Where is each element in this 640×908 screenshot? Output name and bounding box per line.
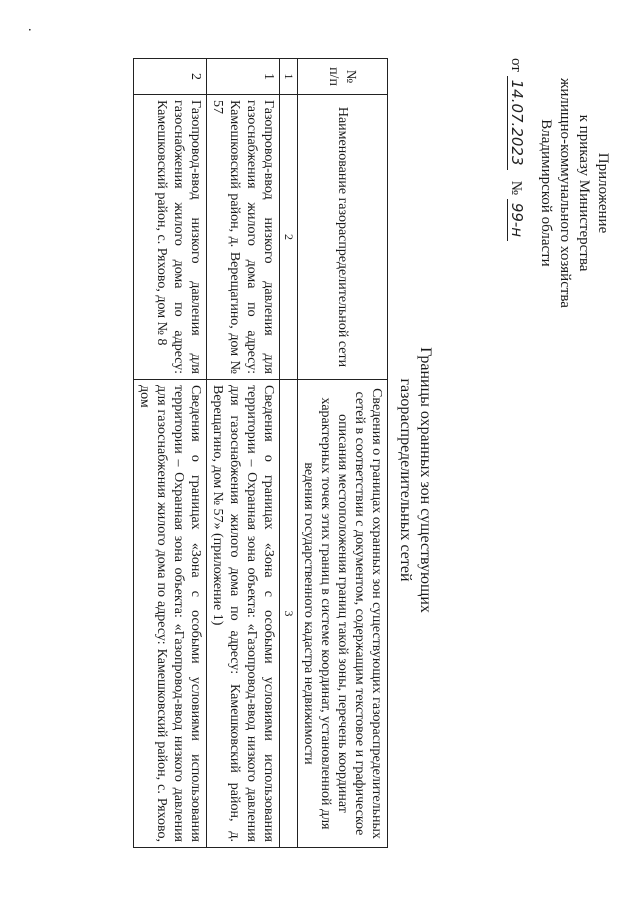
row-network-name: Газопровод-ввод низкого давления для газоснабжения жилого дома по адресу: Камешковский район, д. Верещагино, дом № 57 [207,95,280,380]
approval-block [506,38,612,348]
row-number: 1 [207,59,280,95]
date-prefix: от [508,58,524,72]
table-row [134,59,207,848]
header-network-name: Наименование газораспределительной сети [298,95,388,380]
title-line-2: газораспределительных сетей [397,378,414,582]
zones-table [133,58,388,848]
table-row [207,59,280,848]
title-line-1: Границы охранных зон существующих [417,347,434,613]
header-number: № п/п [298,59,388,95]
approval-line-3: жилищно-коммунального хозяйства [557,78,573,308]
row-zone-info: Сведения о границах «Зона с особыми условиями использования территории – Охранная зона объекта: «Газопровод-ввод низкого давления для газоснабжения жилого дома по адресу: Камешковский район, д. Верещагино, дом № 57» (приложение 1) [207,380,280,848]
document-title [395,300,435,660]
approval-date-line [506,38,526,348]
handwritten-number: 99-н [507,199,526,241]
approval-line-2: к приказу Министерства [576,114,592,272]
row-zone-info: Сведения о границах «Зона с особыми условиями использования территории – Охранная зона объекта: «Газопровод-ввод низкого давления для газоснабжения жилого дома по адресу: Камешковский район, с. Ряхово, дом [134,380,207,848]
corner-mark: . [25,28,40,32]
numbering-cell-1: 1 [280,59,298,95]
numbering-cell-2: 2 [280,95,298,380]
table-header-row [298,59,388,848]
numbering-cell-3: 3 [280,380,298,848]
header-zone-info: Сведения о границах охранных зон существующих газораспределительных сетей в соответствии с документом, содержащим текстовое и графическое описания местоположения границ такой зоны, перечень координат характерных точек этих границ в системе координат, установленной для ведения государственного кадастра недвижимости [298,380,388,848]
approval-line-4: Владимирской области [538,119,554,267]
approval-line-1: Приложение [595,152,611,234]
row-number: 2 [134,59,207,95]
number-prefix: № [508,180,524,196]
row-network-name: Газопровод-ввод низкого давления для газоснабжения жилого дома по адресу: Камешковский район, с. Ряхово, дом № 8 [134,95,207,380]
handwritten-date: 14.07.2023 [507,76,526,170]
table-numbering-row [280,59,298,848]
